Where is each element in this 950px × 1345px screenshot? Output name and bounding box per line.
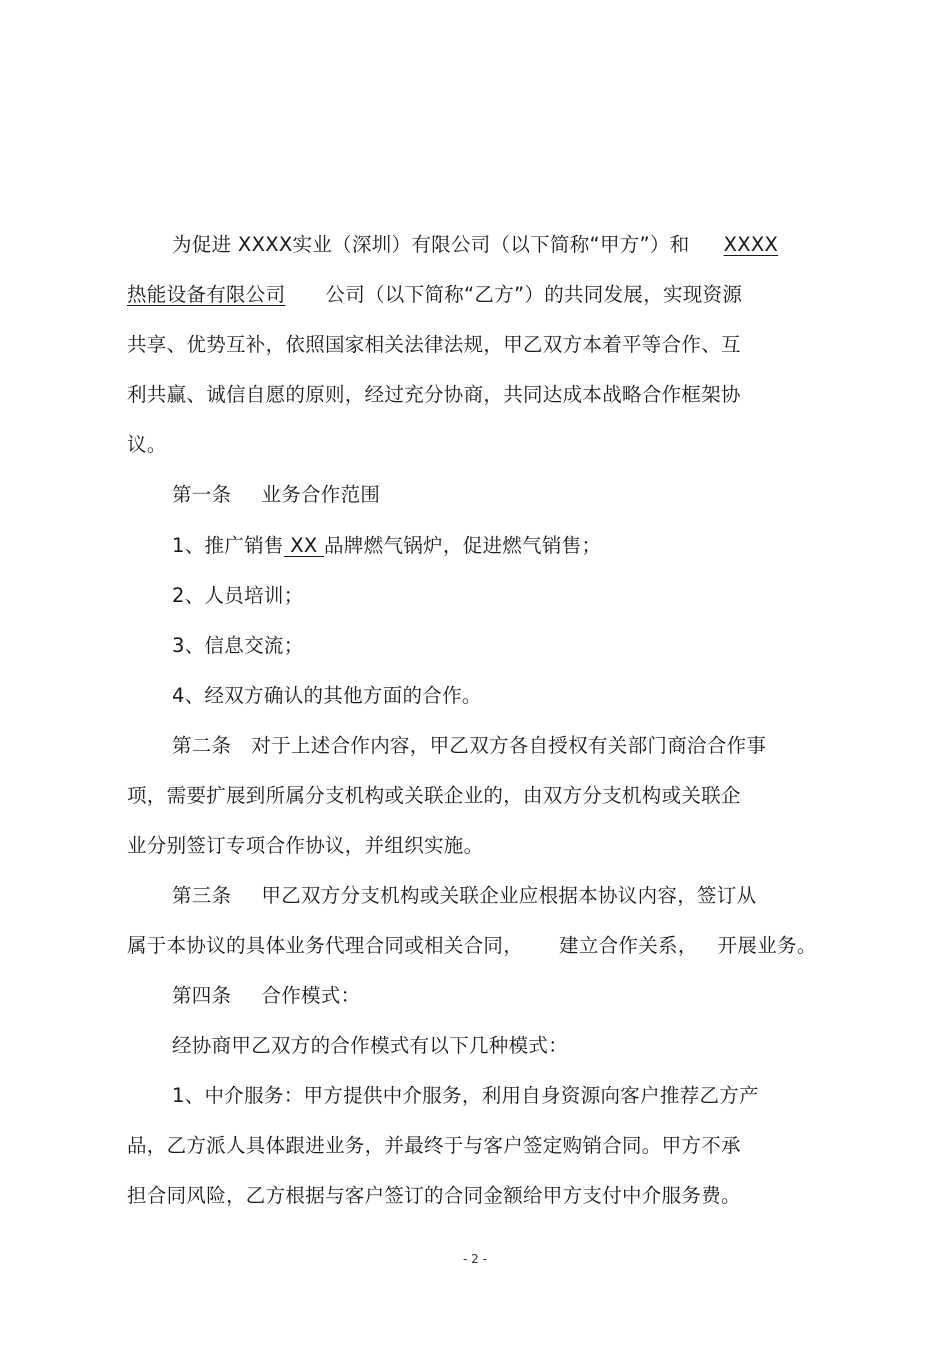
- article-1-item-2: 2、人员培训；: [172, 584, 304, 607]
- brand-placeholder: [284, 534, 324, 557]
- item-text: 品牌燃气锅炉，促进燃气销售；: [324, 534, 602, 557]
- article-text: 对于上述合作内容，甲乙双方各自授权有关部门商洽合作事: [251, 734, 767, 757]
- article-3-line-1: [172, 883, 756, 909]
- article-2-line-2: 项，需要扩展到所属分支机构或关联企业的，由双方分支机构或关联企: [127, 784, 741, 807]
- intro-line-2: [127, 282, 742, 308]
- intro-text: 实业（深圳）有限公司（以下简称“甲方”）和: [292, 233, 690, 256]
- mode-1-line-2: 品，乙方派人具体跟进业务，并最终于与客户签定购销合同。甲方不承: [127, 1134, 741, 1157]
- intro-line-5: 议。: [127, 433, 167, 456]
- article-2-line-1: [172, 733, 766, 759]
- intro-line-4: 利共赢、诚信自愿的原则，经过充分协商，共同达成本战略合作框架协: [127, 383, 741, 406]
- article-label: 第三条: [172, 884, 232, 907]
- intro-line-1: [172, 232, 778, 258]
- article-label: 第四条: [172, 984, 232, 1007]
- article-text: 甲乙双方分支机构或关联企业应根据本协议内容，签订从: [261, 884, 757, 907]
- article-3-line-2: [127, 933, 817, 959]
- article-label: 第一条: [172, 483, 232, 506]
- intro-text: 公司（以下简称“乙方”）的共同发展，实现资源: [325, 283, 743, 306]
- mode-1-line-3: 担合同风险，乙方根据与客户签订的合同金额给甲方支付中介服务费。: [127, 1184, 741, 1207]
- article-text: 建立合作关系，: [559, 934, 698, 957]
- article-text: 属于本协议的具体业务代理合同或相关合同，: [127, 934, 524, 957]
- article-4-intro: 经协商甲乙双方的合作模式有以下几种模式：: [172, 1034, 569, 1057]
- article-1-heading: [172, 482, 380, 508]
- article-title: 业务合作范围: [261, 483, 381, 506]
- article-1-item-4: 4、经双方确认的其他方面的合作。: [172, 684, 482, 707]
- article-label: 第二条: [172, 734, 232, 757]
- brand-name: XX: [290, 534, 318, 557]
- party-b-name: XXXX: [723, 233, 779, 256]
- mode-1-line-1: 1、中介服务：甲方提供中介服务，利用自身资源向客户推荐乙方产: [172, 1084, 759, 1107]
- article-4-heading: [172, 983, 360, 1009]
- article-title: 合作模式：: [261, 984, 361, 1007]
- article-2-line-3: 业分别签订专项合作协议，并组织实施。: [127, 834, 484, 857]
- intro-text: 为促进: [172, 233, 238, 256]
- article-1-item-1: [172, 533, 601, 559]
- item-text: 1、推广销售: [172, 534, 284, 557]
- article-text: 开展业务。: [717, 934, 817, 957]
- party-b-name-cont: 热能设备有限公司: [127, 283, 286, 306]
- page-number: - 2 -: [463, 1252, 487, 1266]
- party-a-name: XXXX: [237, 233, 293, 256]
- article-1-item-3: 3、信息交流；: [172, 634, 304, 657]
- intro-line-3: 共享、优势互补，依照国家相关法律法规，甲乙双方本着平等合作、互: [127, 333, 741, 356]
